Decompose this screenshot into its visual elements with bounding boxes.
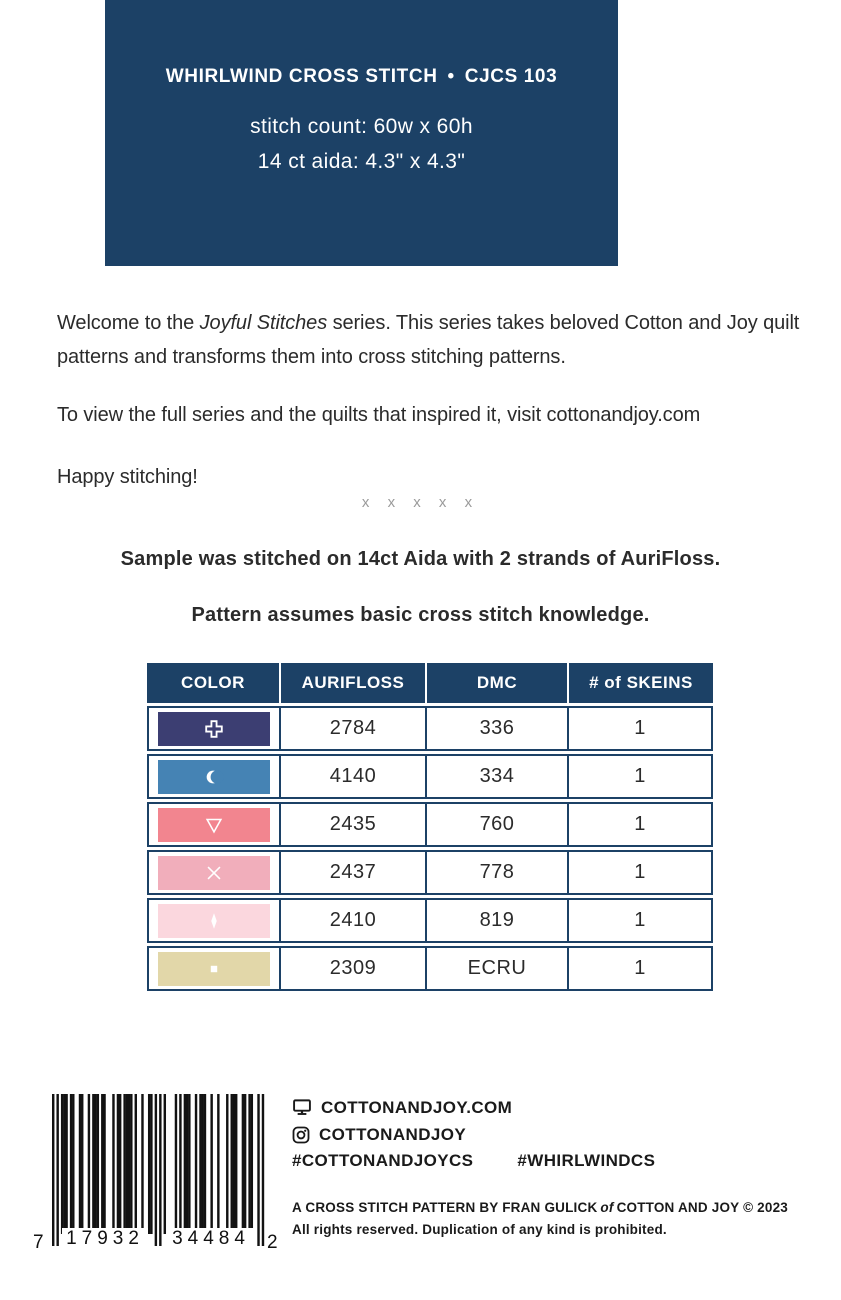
hashtag-cottonandjoycs: #COTTONANDJOYCS [292,1151,474,1170]
aurifloss-value: 2437 [279,850,425,895]
instagram-icon [292,1126,310,1144]
color-swatch [158,808,270,842]
knowledge-note: Pattern assumes basic cross stitch knowledge. [191,604,650,626]
table-row [147,802,713,847]
instagram-handle: COTTONANDJOY [319,1124,467,1144]
stitch-count: stitch count: 60w x 60h [250,115,473,138]
header-box [105,0,618,266]
skeins-value: 1 [567,754,713,799]
barcode-digit: 7 [33,1232,44,1253]
copyright-of: of [600,1200,614,1215]
table-header-row [147,663,713,703]
aurifloss-value: 4140 [279,754,425,799]
website-line [292,1096,812,1119]
title-separator: • [447,66,455,87]
aurifloss-value: 2410 [279,898,425,943]
color-swatch [158,904,270,938]
table-row [147,946,713,991]
skeins-value: 1 [567,898,713,943]
skeins-value: 1 [567,706,713,751]
copyright-prefix: A CROSS STITCH PATTERN BY FRAN GULICK [292,1200,598,1215]
pattern-code: CJCS 103 [464,66,558,87]
dmc-value: 760 [425,802,567,847]
column-header-skeins: # of SKEINS [567,663,713,703]
rights-line: All rights reserved. Duplication of any kind is prohibited. [292,1222,667,1237]
hashtags-line [292,1151,812,1171]
intro-paragraph-3: Happy stitching! [57,466,198,488]
aurifloss-value: 2784 [279,706,425,751]
color-swatch [158,760,270,794]
intro-text: series. This series takes beloved Cotton and Joy quilt patterns and transforms them into cross stitching patterns. [57,312,800,368]
copyright-suffix: COTTON AND JOY © 2023 [616,1200,789,1215]
skeins-value: 1 [567,946,713,991]
barcode-digit: 2 [267,1232,278,1253]
table-row [147,898,713,943]
column-header-aurifloss: AURIFLOSS [279,663,425,703]
color-swatch [158,712,270,746]
dmc-value: 336 [425,706,567,751]
dmc-value: 334 [425,754,567,799]
sample-note: Sample was stitched on 14ct Aida with 2 strands of AuriFloss. [120,548,721,570]
copyright-line [292,1197,812,1219]
upc-barcode [33,1094,286,1266]
series-name: Joyful Stitches [199,312,328,334]
dmc-value: 778 [425,850,567,895]
column-header-color: COLOR [147,663,279,703]
aida-size: 14 ct aida: 4.3" x 4.3" [257,150,466,173]
aurifloss-value: 2309 [279,946,425,991]
page-title [105,66,618,88]
barcode-bars [52,1094,266,1246]
footer [292,1096,812,1241]
color-swatch [158,856,270,890]
barcode-digit-group: 34484 [168,1228,254,1250]
hashtag-whirlwindcs: #WHIRLWINDCS [517,1151,656,1170]
instagram-line [292,1123,812,1146]
dmc-value: 819 [425,898,567,943]
barcode-digit-group: 17932 [62,1228,148,1250]
color-swatch [158,952,270,986]
table-row [147,754,713,799]
table-row [147,706,713,751]
intro-paragraph-2: To view the full series and the quilts that inspired it, visit cottonandjoy.com [57,404,701,426]
pattern-name: WHIRLWIND CROSS STITCH [165,66,438,87]
dmc-value: ECRU [425,946,567,991]
skeins-value: 1 [567,802,713,847]
table-row [147,850,713,895]
column-header-dmc: DMC [425,663,567,703]
x-divider: x x x x x [361,494,480,511]
intro-text: Welcome to the [57,312,200,334]
intro-paragraph-1 [57,306,802,374]
skeins-value: 1 [567,850,713,895]
floss-table [147,660,713,994]
website-text: COTTONANDJOY.COM [321,1097,513,1117]
monitor-icon [292,1098,312,1117]
aurifloss-value: 2435 [279,802,425,847]
